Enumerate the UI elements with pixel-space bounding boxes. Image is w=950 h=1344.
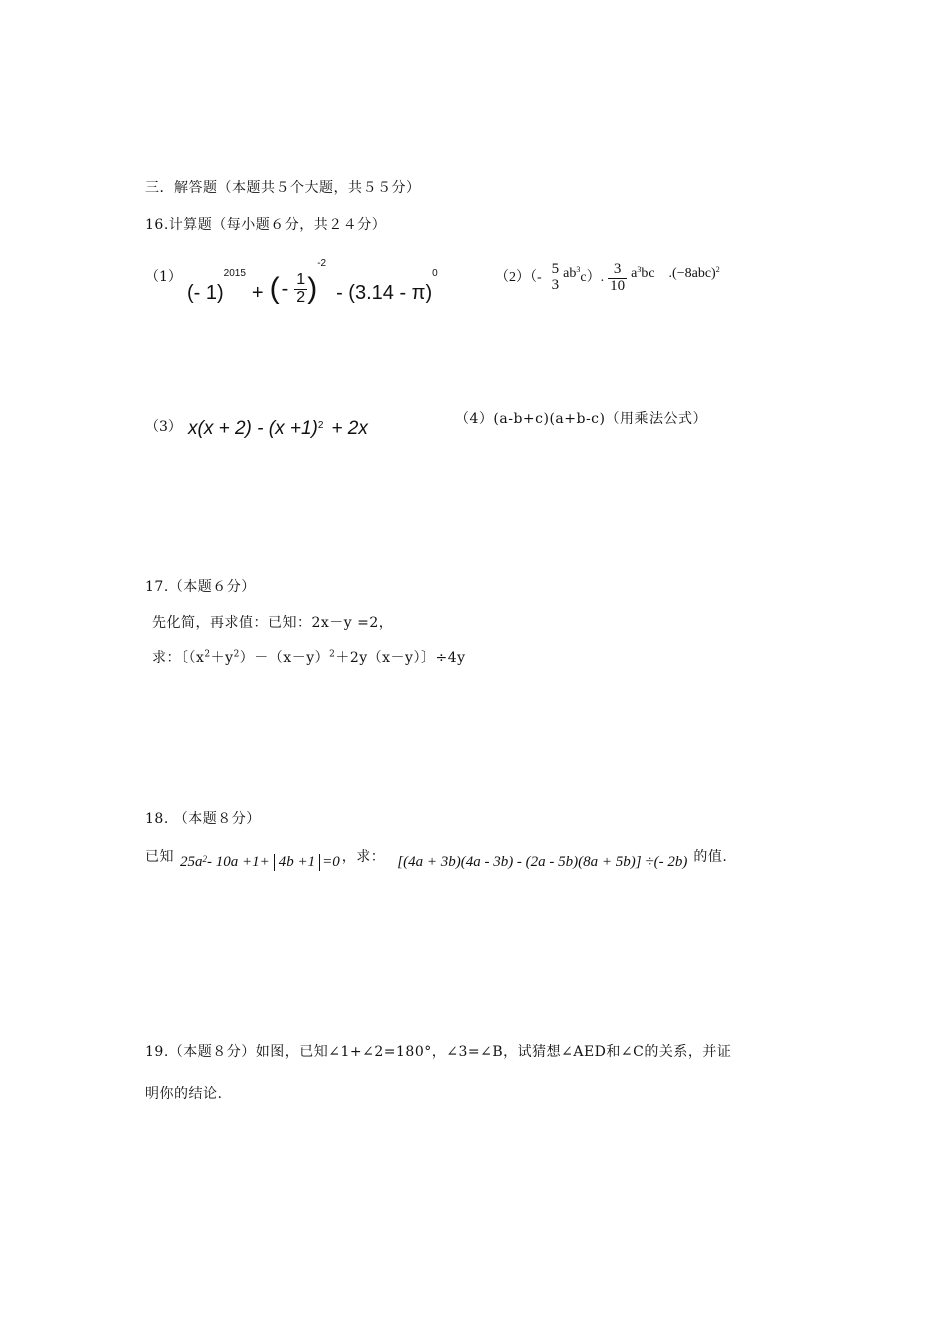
q16-p1-exp3: 0 <box>432 268 438 279</box>
q16-p2-f1-numerator: 5 <box>551 261 560 277</box>
q18-prefix: 已知 <box>145 849 174 865</box>
question-16-heading: 16.计算题（每小题６分，共２４分） <box>145 217 387 233</box>
q18-c3: =0 <box>322 854 340 870</box>
q16-p1-numerator: 1 <box>296 270 306 288</box>
q16-p2-f1-denominator: 3 <box>551 276 560 293</box>
q16-p2-t4: bc <box>641 266 655 281</box>
q18-condition <box>180 854 340 871</box>
q16-part4-expression: （4）(a-b+c)(a+b-c)（用乘法公式） <box>455 411 707 427</box>
q16-p2-t5: .(−8abc) <box>668 266 716 281</box>
q16-p2-t2: c）. <box>580 270 605 285</box>
q16-p1-term4: - (3.14 - π) <box>336 281 433 304</box>
q16-p3-e1: 2 <box>317 420 324 431</box>
q16-p1-denominator: 2 <box>296 288 306 306</box>
q17-exp1: 2 <box>204 649 211 660</box>
q17-exp2: 2 <box>233 649 240 660</box>
question-19-line2: 明你的结论. <box>145 1086 223 1102</box>
q18-mid: ，求： <box>341 849 386 865</box>
q16-p2-e3: 2 <box>715 265 720 274</box>
q16-p2-fraction2 <box>608 262 627 295</box>
q17-part-c: ）－（x－y） <box>239 650 330 666</box>
q16-p3-t1: x(x + 2) - (x +1) <box>188 418 318 439</box>
q16-p2-e2: 3 <box>637 265 642 274</box>
q17-exp3: 2 <box>329 649 336 660</box>
q16-p2-label: （2）（- <box>495 270 542 285</box>
q16-p2-f2-denominator: 10 <box>610 277 626 294</box>
q16-p3-t2: + 2x <box>331 418 368 439</box>
q16-p1-fraction <box>294 272 307 307</box>
q18-c1: 25a <box>180 854 203 870</box>
q16-p2-f2-numerator: 3 <box>608 262 627 279</box>
q16-part1-label: （1） <box>145 269 182 285</box>
q16-p2-t1: ab <box>563 266 577 281</box>
q16-part2-expression <box>495 262 720 295</box>
q16-p1-exp2: -2 <box>317 258 327 269</box>
q16-p1-term1: (- 1) <box>187 281 224 304</box>
q17-part-a: 求：〔（x <box>152 650 205 666</box>
q18-suffix: 的值. <box>693 849 728 865</box>
q16-p2-fraction1 <box>550 262 562 294</box>
q16-p2-e1: 3 <box>576 265 581 274</box>
q16-part1-expression <box>187 256 438 316</box>
q17-part-b: ＋y <box>210 650 234 666</box>
q16-part3-label: （3） <box>145 419 182 435</box>
q18-problem <box>145 846 727 871</box>
q16-p1-exp1: 2015 <box>223 268 246 279</box>
q18-expression: [(4a + 3b)(4a - 3b) - (2a - 5b)(8a + 5b)] ÷(- 2b) <box>397 854 688 870</box>
q17-expression <box>152 647 466 667</box>
q16-part3-expression <box>188 418 368 440</box>
q18-absolute-value: 4b +1 <box>274 854 320 871</box>
section-heading: 三．解答题（本题共５个大题，共５５分） <box>145 180 421 196</box>
q16-p1-plus: + <box>251 281 264 304</box>
question-19-line1: 19.（本题８分）如图，已知∠1+∠2=180°，∠3=∠B，试猜想∠AED和∠C的关系，并证 <box>145 1044 732 1060</box>
q16-p2-t3: a <box>631 266 638 281</box>
q18-c1-exp: 2 <box>202 854 207 864</box>
q17-condition: 先化简，再求值：已知：2x－y =2， <box>152 615 394 631</box>
q16-p1-lparen: ( <box>269 272 280 305</box>
question-17-heading: 17.（本题６分） <box>145 579 256 595</box>
q17-part-d: ＋2y（x－y）〕÷4y <box>335 650 466 666</box>
q16-p1-minus: - <box>281 277 289 300</box>
q16-p1-rparen: ) <box>307 272 318 305</box>
q18-c2: - 10a +1+ <box>207 854 270 870</box>
question-18-heading: 18. （本题８分） <box>145 811 261 827</box>
